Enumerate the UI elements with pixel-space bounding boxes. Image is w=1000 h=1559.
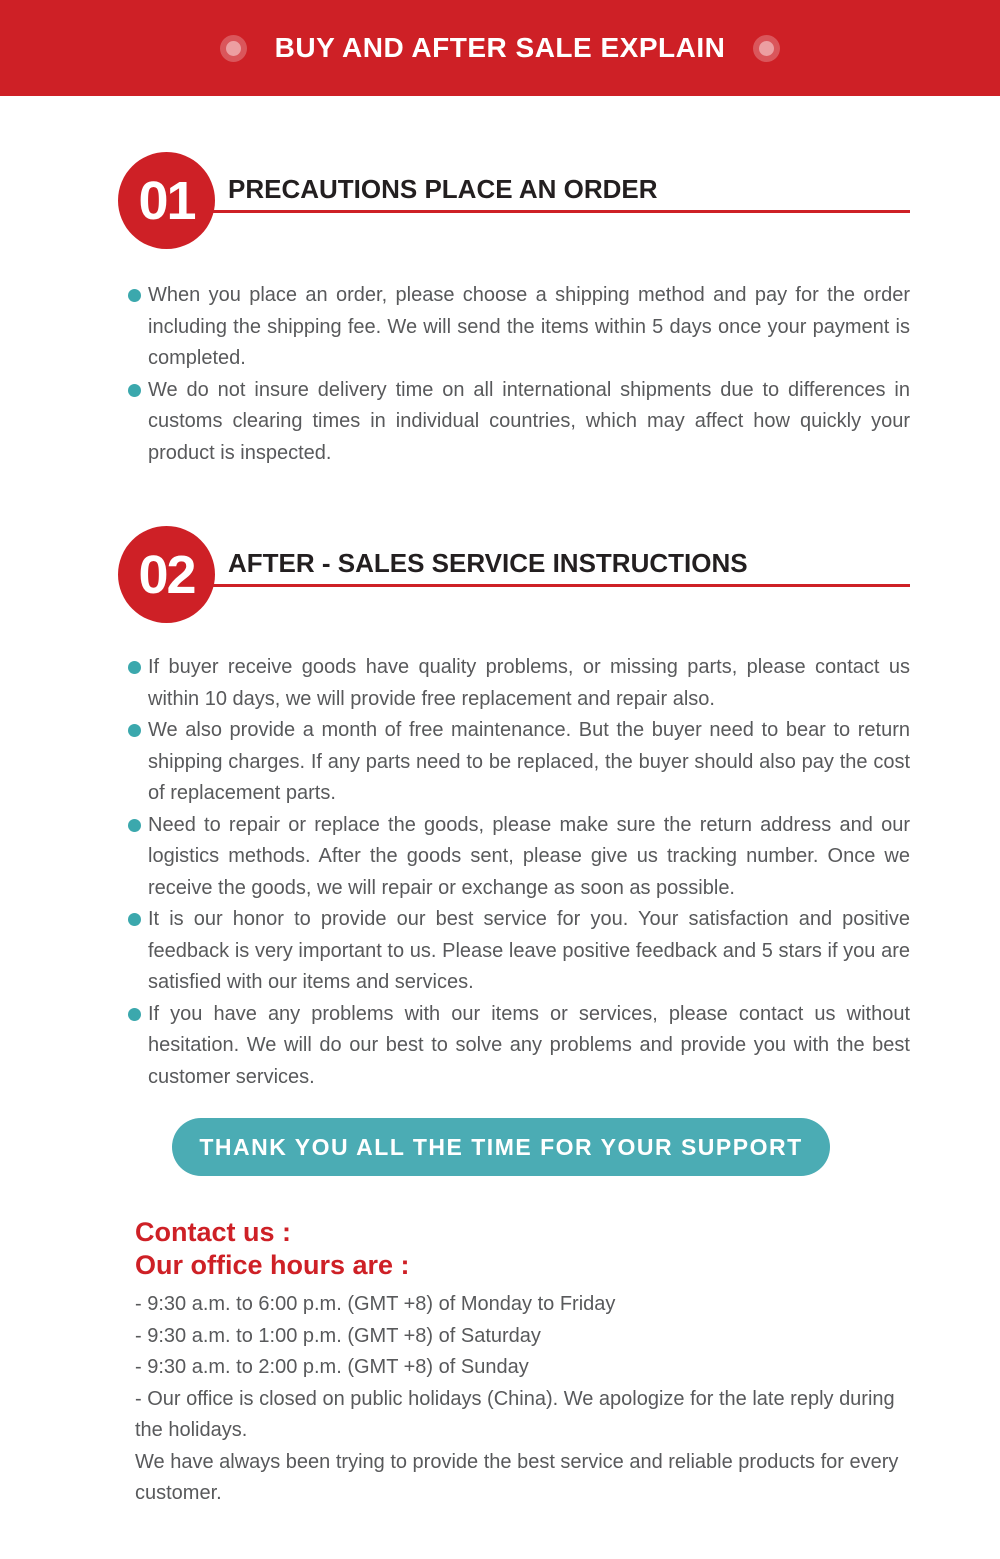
list-item (128, 280, 910, 375)
bullet-text: If buyer receive goods have quality problems, or missing parts, please contact us within 10 days, we will provide free replacement and repair also. (148, 656, 910, 710)
list-item (128, 652, 910, 715)
contact-block (135, 1216, 905, 1510)
section-1-bullet-list (128, 280, 910, 469)
bullet-text: Need to repair or replace the goods, please make sure the return address and our logistics methods. After the goods sent, please give us tracking number. Once we receive the goods, we will repair or exchange as soon as possible. (148, 813, 910, 899)
section-1-title: PRECAUTIONS PLACE AN ORDER (228, 174, 658, 204)
dot-ornament-left-icon (220, 35, 247, 62)
dot-ornament-inner-icon (759, 41, 774, 56)
office-hours-item: - 9:30 a.m. to 2:00 p.m. (GMT +8) of Sunday (135, 1356, 529, 1378)
list-item (128, 999, 910, 1094)
office-hours-item: - 9:30 a.m. to 6:00 p.m. (GMT +8) of Monday to Friday (135, 1293, 616, 1315)
section-2-bullet-list (128, 652, 910, 1093)
bullet-text: We do not insure delivery time on all international shipments due to differences in customs clearing times in individual countries, which may affect how quickly your product is inspected. (148, 378, 910, 464)
office-hours-item: - Our office is closed on public holidays (China). We apologize for the late reply during the holidays. (135, 1387, 895, 1441)
contact-heading: Contact us : (135, 1217, 292, 1247)
closing-note: We have always been trying to provide the best service and reliable products for every customer. (135, 1450, 899, 1504)
bullet-text: When you place an order, please choose a shipping method and pay for the order including the shipping fee. We will send the items within 5 days once your payment is completed. (148, 284, 910, 369)
section-1-number-badge: 01 (118, 152, 215, 249)
section-2-title: AFTER - SALES SERVICE INSTRUCTIONS (228, 548, 748, 578)
list-item (128, 715, 910, 810)
bullet-icon (128, 661, 141, 674)
section-2-number-badge: 02 (118, 526, 215, 623)
page-title: BUY AND AFTER SALE EXPLAIN (274, 32, 726, 63)
office-hours-item: - 9:30 a.m. to 1:00 p.m. (GMT +8) of Saturday (135, 1324, 541, 1347)
section-1-underline (208, 210, 910, 213)
bullet-text: It is our honor to provide our best service for you. Your satisfaction and positive feedback is very important to us. Please leave positive feedback and 5 stars if you are satisfied with our items and services. (148, 908, 910, 993)
bullet-icon (128, 1008, 141, 1021)
section-2-underline (208, 584, 910, 587)
bullet-text: If you have any problems with our items or services, please contact us without hesitation. We will do our best to solve any problems and provide you with the best customer services. (148, 1002, 910, 1088)
header-bar (0, 0, 1000, 96)
list-item (128, 904, 910, 999)
office-hours-list (135, 1289, 905, 1510)
list-item (128, 810, 910, 905)
list-item (128, 375, 910, 470)
office-hours-heading: Our office hours are : (135, 1250, 410, 1280)
bullet-icon (128, 724, 141, 737)
bullet-icon (128, 384, 141, 397)
bullet-icon (128, 913, 141, 926)
section-2-header (118, 526, 910, 623)
section-1-header (118, 152, 910, 249)
dot-ornament-right-icon (753, 35, 780, 62)
bullet-icon (128, 289, 141, 302)
dot-ornament-inner-icon (226, 41, 241, 56)
support-banner: THANK YOU ALL THE TIME FOR YOUR SUPPORT (172, 1118, 830, 1176)
bullet-text: We also provide a month of free maintenance. But the buyer need to bear to return shipping charges. If any parts need to be replaced, the buyer should also pay the cost of replacement parts. (148, 719, 910, 804)
bullet-icon (128, 819, 141, 832)
